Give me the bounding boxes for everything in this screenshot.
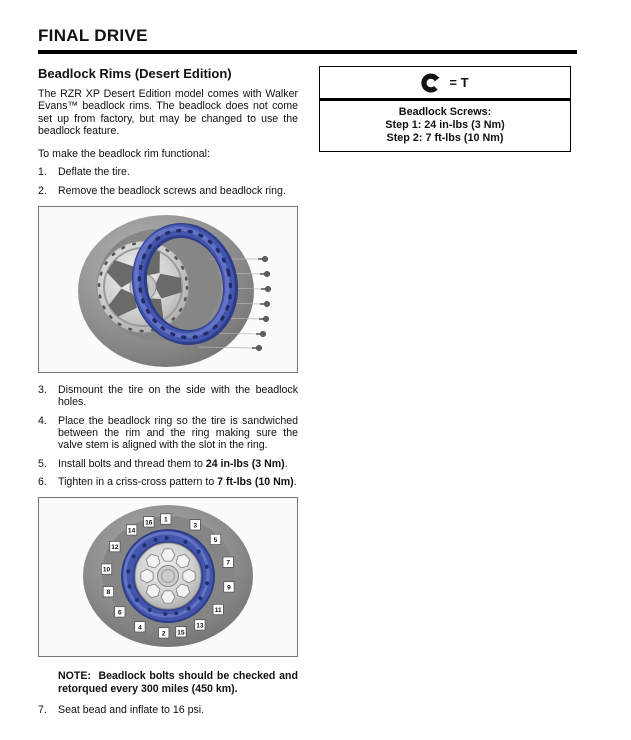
torque-spec-header [320,67,570,101]
torque-spec-title: Beadlock Screws: [398,106,492,118]
step-text: Seat bead and inflate to 16 psi. [58,704,205,717]
step-number: 5. [38,457,47,470]
step-item-2 [38,185,298,197]
step-item-1 [38,166,298,178]
section-lead-in: To make the beadlock rim functional: [38,148,210,161]
torque-spec-step2: Step 2: 7 ft-lbs (10 Nm) [386,132,504,144]
step-number: 3. [38,384,47,397]
step-number: 2. [38,184,47,197]
tightening-sequence-figure [38,497,298,657]
svg-text:8: 8 [106,589,111,597]
step-item-3 [38,384,298,409]
beadlock-exploded-figure [38,206,298,373]
torque-equals-label: = T [449,75,469,90]
note [58,670,298,695]
step-text: Dismount the tire on the side with the beadlock holes. [58,384,298,409]
step-text: Install bolts and thread them to 24 in-lbs (3 Nm). [58,457,288,470]
two-column-layout [38,66,631,716]
right-column [319,66,571,716]
svg-text:12: 12 [111,544,119,552]
torque-spec-body [320,101,570,151]
svg-text:4: 4 [138,624,142,632]
step-number: 4. [38,414,47,427]
svg-text:3: 3 [193,522,198,530]
step-item-7 [38,704,298,716]
step-item-5 [38,458,298,470]
svg-text:10: 10 [102,566,111,574]
svg-text:5: 5 [213,537,218,545]
svg-text:16: 16 [145,519,153,527]
section-heading: Beadlock Rims (Desert Edition) [38,66,232,81]
step-text: Tighten in a criss-cross pattern to 7 ft-lbs (10 Nm). [58,475,297,488]
step-item-4 [38,415,298,452]
left-column [38,66,298,716]
title-rule [38,50,577,54]
svg-text:7: 7 [226,559,231,567]
svg-text:1: 1 [163,516,168,524]
torque-spec-box [319,66,571,152]
step-text: Place the beadlock ring so the tire is sandwiched between the rim and the ring making sure the valve stem is aligned with the slot in the ring. [58,414,298,452]
step-number: 7. [38,704,47,717]
step-text: Deflate the tire. [58,166,130,179]
tightening-sequence-image [39,498,297,656]
note-text: Beadlock bolts should be checked and retorqued every 300 miles (450 km). [58,670,298,695]
svg-text:9: 9 [227,584,231,592]
svg-text:11: 11 [214,607,222,615]
page-title: FINAL DRIVE [38,26,148,45]
step-number: 1. [38,166,47,179]
torque-wrench-icon [421,73,441,93]
note-label: NOTE: [58,670,91,683]
svg-text:2: 2 [161,630,166,638]
svg-text:13: 13 [196,622,204,630]
svg-text:14: 14 [127,527,136,535]
exploded-view-image [39,207,297,372]
step-text: Remove the beadlock screws and beadlock ring. [58,184,286,197]
svg-text:15: 15 [177,629,185,637]
step-number: 6. [38,475,47,488]
step-item-6 [38,476,298,488]
torque-spec-step1: Step 1: 24 in-lbs (3 Nm) [385,119,505,131]
svg-text:6: 6 [117,609,122,617]
section-intro: The RZR XP Desert Edition model comes with Walker Evans™ beadlock rims. The beadlock does not come set up from factory, but may be changed to use the beadlock feature. [38,88,298,137]
center-cap [158,566,179,587]
